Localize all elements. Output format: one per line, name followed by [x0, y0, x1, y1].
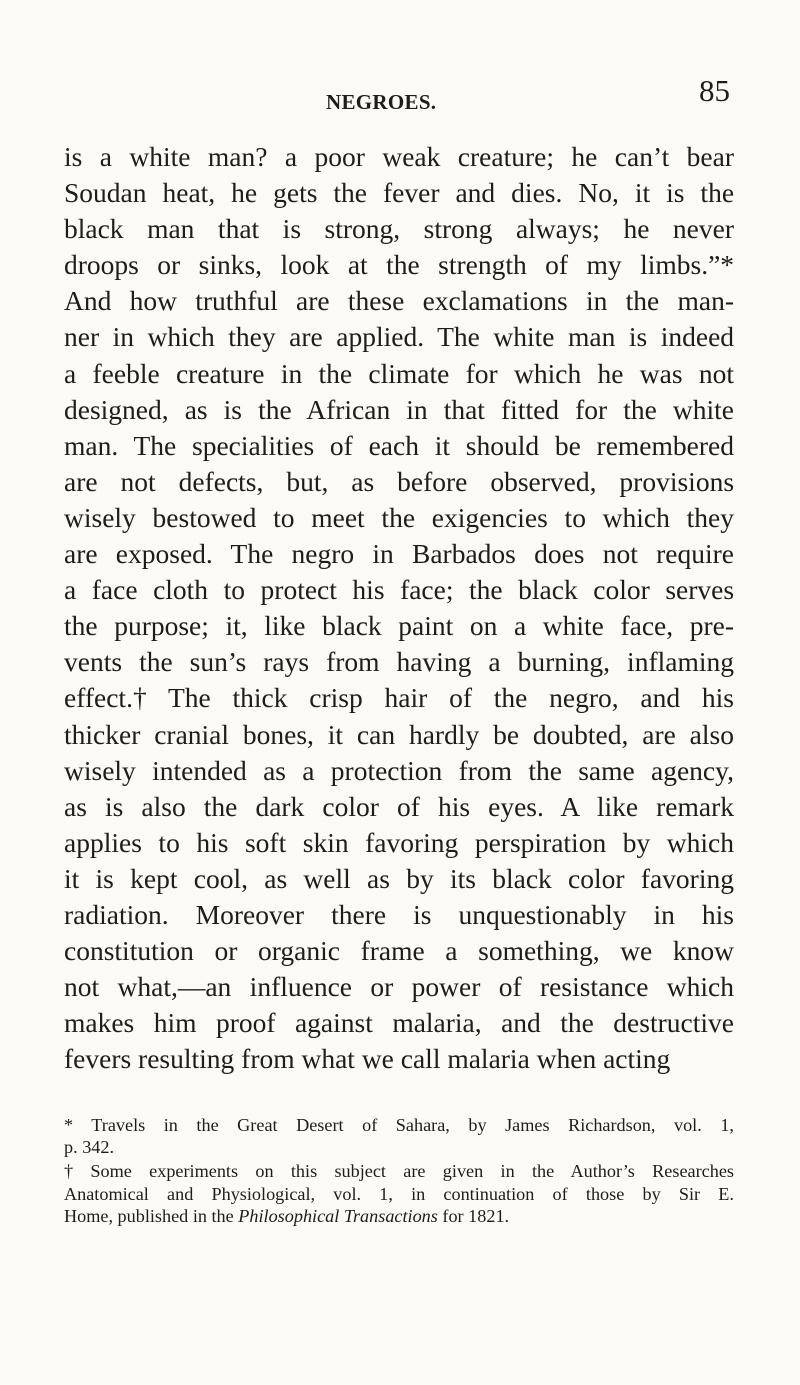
footnote-line: † Some experiments on this subject are given in the Author’s Researches [64, 1161, 734, 1182]
text-line: constitution or organic frame a something, we know [64, 935, 734, 967]
text-line: radiation. Moreover there is unquestionably in his [64, 898, 735, 930]
text-line: effect.† The thick crisp hair of the negro, and his [64, 682, 735, 714]
text-line: applies to his soft skin favoring perspiration by which [64, 826, 734, 858]
footnote-2 [64, 1160, 734, 1227]
text-line: vents the sun’s rays from having a burning, inflaming [64, 646, 734, 678]
page-header [64, 73, 730, 124]
footnotes [64, 1114, 734, 1227]
text-line: a face cloth to protect his face; the black color serves [64, 574, 735, 606]
text-line: And how truthful are these exclamations in the man- [64, 285, 734, 317]
footnote-line: Anatomical and Physiological, vol. 1, in continuation of those by Sir E. [64, 1183, 734, 1204]
running-head: NEGROES. [326, 90, 437, 114]
text-line: Soudan heat, he gets the fever and dies. No, it is the [64, 177, 735, 209]
text-line: man. The specialities of each it should be remembered [64, 429, 734, 461]
journal-title: Philosophical Transactions [238, 1205, 438, 1226]
page-number: 85 [699, 73, 730, 108]
text-line: makes him proof against malaria, and the destructive [64, 1007, 734, 1039]
text-line: fevers resulting from what we call malaria when acting [64, 1043, 671, 1075]
text-line: wisely bestowed to meet the exigencies to which they [64, 501, 734, 533]
text-line: as is also the dark color of his eyes. A like remark [64, 790, 735, 822]
text-line: designed, as is the African in that fitted for the white [64, 393, 735, 425]
footnote-1 [64, 1114, 734, 1158]
text-line: the purpose; it, like black paint on a white face, pre- [64, 610, 735, 642]
text-line: are not defects, but, as before observed, provisions [64, 465, 735, 497]
footnote-line: p. 342. [64, 1137, 115, 1158]
text-line: it is kept cool, as well as by its black color favoring [64, 862, 734, 894]
footnote-text: Home, published in the [64, 1205, 239, 1226]
footnote-line [64, 1205, 734, 1227]
text-line: ner in which they are applied. The white man is indeed [64, 321, 735, 353]
footnote-line: * Travels in the Great Desert of Sahara, by James Richardson, vol. 1, [64, 1115, 734, 1135]
body-text [64, 139, 734, 1077]
text-line: droops or sinks, look at the strength of my limbs.”* [64, 249, 735, 281]
text-line: black man that is strong, strong always; he never [64, 213, 735, 245]
text-line: a feeble creature in the climate for which he was not [64, 357, 735, 389]
text-line: not what,—an influence or power of resistance which [64, 971, 735, 1003]
text-line: thicker cranial bones, it can hardly be doubted, are also [64, 718, 734, 750]
text-line: wisely intended as a protection from the same agency, [64, 754, 734, 786]
text-line: is a white man? a poor weak creature; he can’t bear [64, 141, 734, 172]
footnote-text: for 1821. [437, 1205, 510, 1226]
text-line: are exposed. The negro in Barbados does not require [64, 538, 734, 570]
